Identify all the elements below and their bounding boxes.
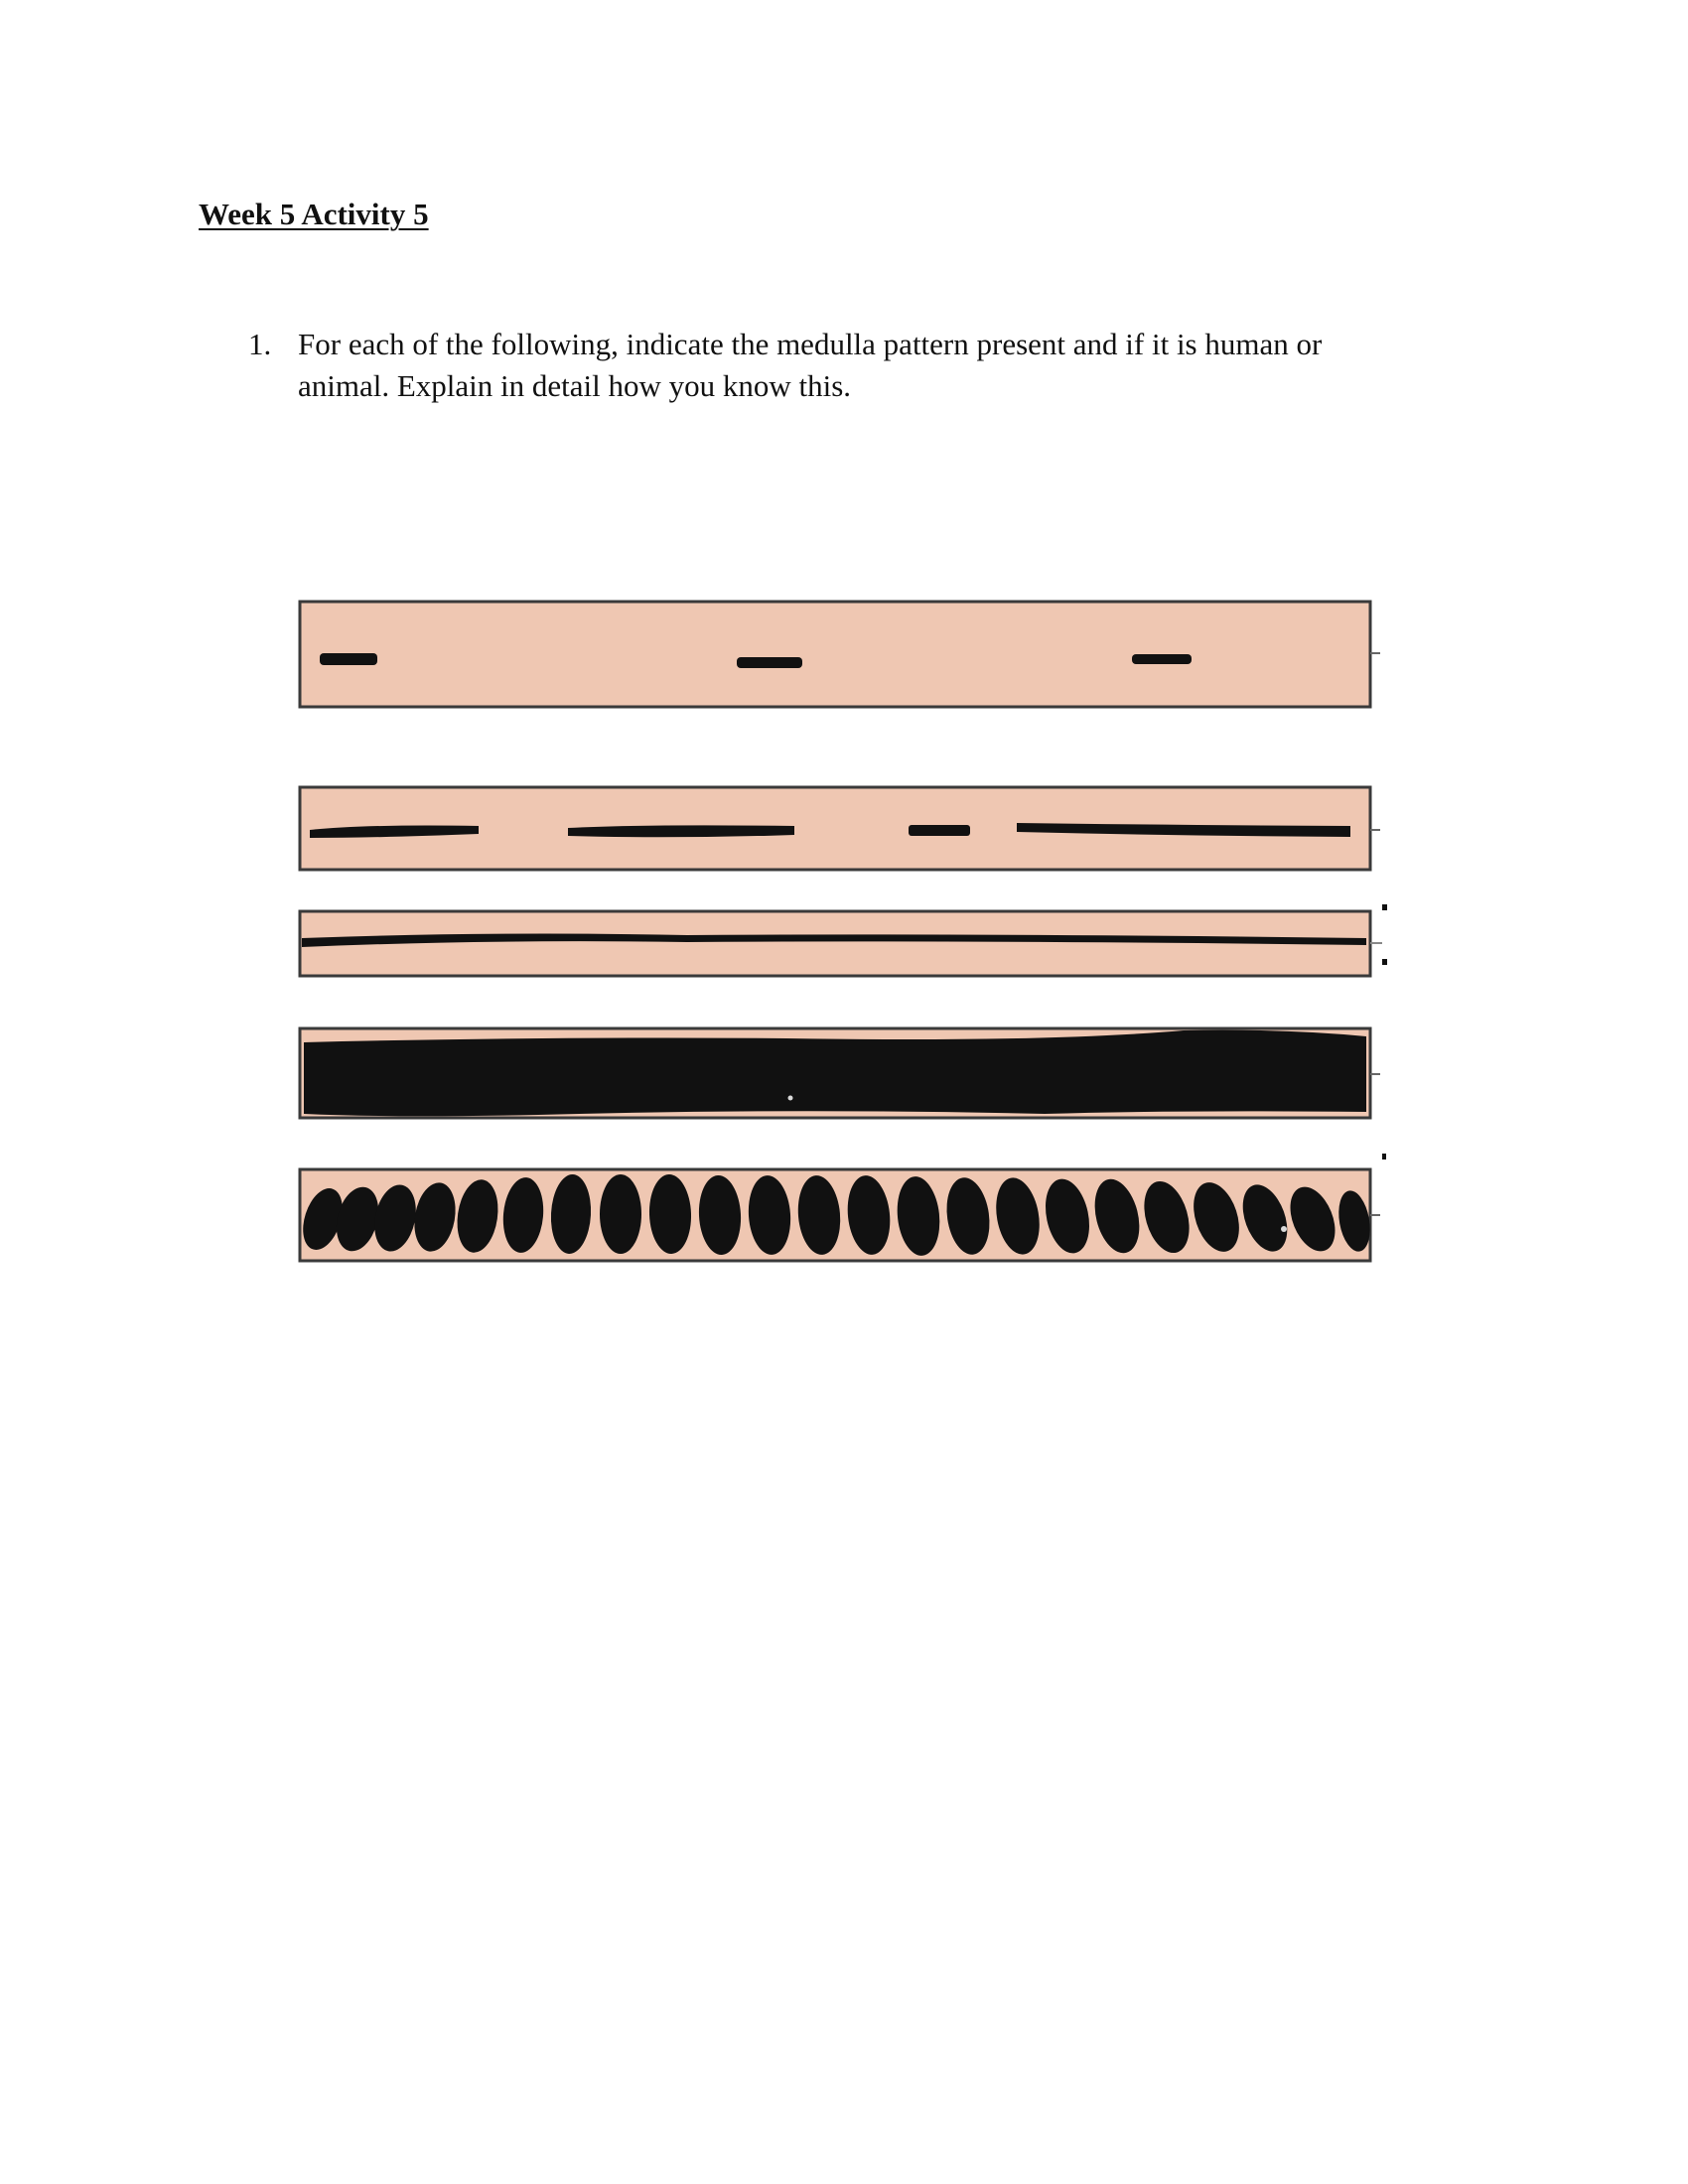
hair-4-medulla bbox=[304, 1030, 1366, 1117]
page-heading: Week 5 Activity 5 bbox=[199, 197, 429, 231]
hair-3-continuous bbox=[300, 904, 1387, 976]
hair-2-interrupted bbox=[300, 787, 1380, 870]
hair-3-shaft bbox=[300, 911, 1370, 976]
question-number: 1. bbox=[248, 327, 272, 361]
hair-1-medulla-fragment bbox=[320, 653, 377, 665]
hair-4-wide-continuous bbox=[300, 1028, 1380, 1118]
hair-2-medulla-segment bbox=[909, 825, 970, 836]
hair-2-medulla-segment bbox=[568, 825, 794, 837]
question-text bbox=[298, 324, 1440, 407]
hair-1-fragmented bbox=[300, 602, 1380, 707]
hair-5-ladder bbox=[296, 1154, 1386, 1261]
medulla-patterns-figure bbox=[290, 594, 1394, 1289]
hair-1-medulla-fragment bbox=[737, 657, 802, 668]
hair-1-shaft bbox=[300, 602, 1370, 707]
medulla-patterns-svg bbox=[290, 594, 1394, 1289]
question-text-line-2: animal. Explain in detail how you know this. bbox=[298, 368, 852, 403]
question-text-line-1: For each of the following, indicate the medulla pattern present and if it is human or bbox=[298, 327, 1323, 361]
hair-1-medulla-fragment bbox=[1132, 654, 1192, 664]
